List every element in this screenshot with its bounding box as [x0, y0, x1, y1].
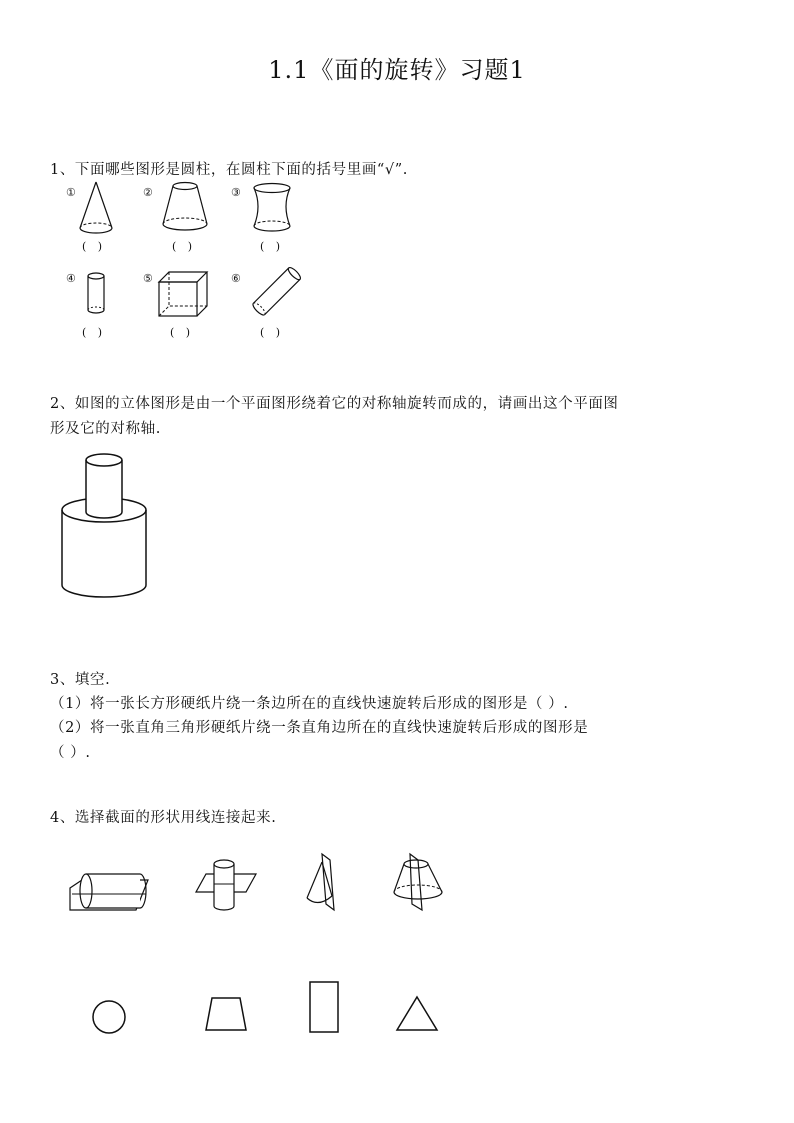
tilted-cylinder-icon — [248, 264, 306, 320]
question-3-item-2-continued: （ ）. — [50, 745, 91, 761]
figure-label-5: ⑤ — [143, 272, 153, 285]
figure-label-6: ⑥ — [231, 272, 241, 285]
cube-icon — [157, 270, 211, 320]
answer-bracket-2[interactable]: ( ) — [172, 240, 197, 253]
frustum-icon — [160, 180, 210, 240]
rectangle-icon[interactable] — [308, 980, 340, 1034]
question-1-text: 1、下面哪些图形是圆柱，在圆柱下面的括号里画“√”. — [50, 162, 408, 178]
answer-bracket-3[interactable]: ( ) — [260, 240, 285, 253]
horizontal-cylinder-with-plane-icon — [68, 870, 150, 914]
cylinder-icon — [86, 270, 108, 320]
circle-icon[interactable] — [90, 998, 128, 1036]
figure-label-4: ④ — [66, 272, 76, 285]
question-2-line-1: 2、如图的立体图形是由一个平面图形绕着它的对称轴旋转而成的，请画出这个平面图 — [50, 396, 619, 412]
question-2-line-2: 形及它的对称轴. — [50, 421, 161, 437]
cone-icon — [76, 180, 116, 240]
question-3-heading: 3、填空. — [50, 672, 111, 688]
question-3-item-2: （2）将一张直角三角形硬纸片绕一条直角边所在的直线快速旋转后形成的图形是 — [50, 720, 589, 736]
question-4-text: 4、选择截面的形状用线连接起来. — [50, 810, 277, 826]
cone-with-plane-icon — [304, 852, 338, 914]
figure-label-3: ③ — [231, 186, 241, 199]
concave-cylinder-icon — [250, 182, 294, 242]
answer-bracket-1[interactable]: ( ) — [82, 240, 107, 253]
answer-bracket-4[interactable]: ( ) — [82, 326, 107, 339]
question-3-item-1: （1）将一张长方形硬纸片绕一条边所在的直线快速旋转后形成的图形是（ ）. — [50, 696, 569, 712]
figure-label-2: ② — [143, 186, 153, 199]
answer-bracket-6[interactable]: ( ) — [260, 326, 285, 339]
vertical-cylinder-with-plane-icon — [194, 858, 258, 914]
page-title: 1.1《面的旋转》习题1 — [268, 56, 526, 84]
frustum-with-plane-icon — [390, 852, 446, 914]
triangle-icon[interactable] — [394, 994, 440, 1034]
figure-label-1: ① — [66, 186, 76, 199]
answer-bracket-5[interactable]: ( ) — [170, 326, 195, 339]
trapezoid-icon[interactable] — [204, 994, 248, 1034]
stacked-cylinders-icon — [58, 450, 152, 602]
